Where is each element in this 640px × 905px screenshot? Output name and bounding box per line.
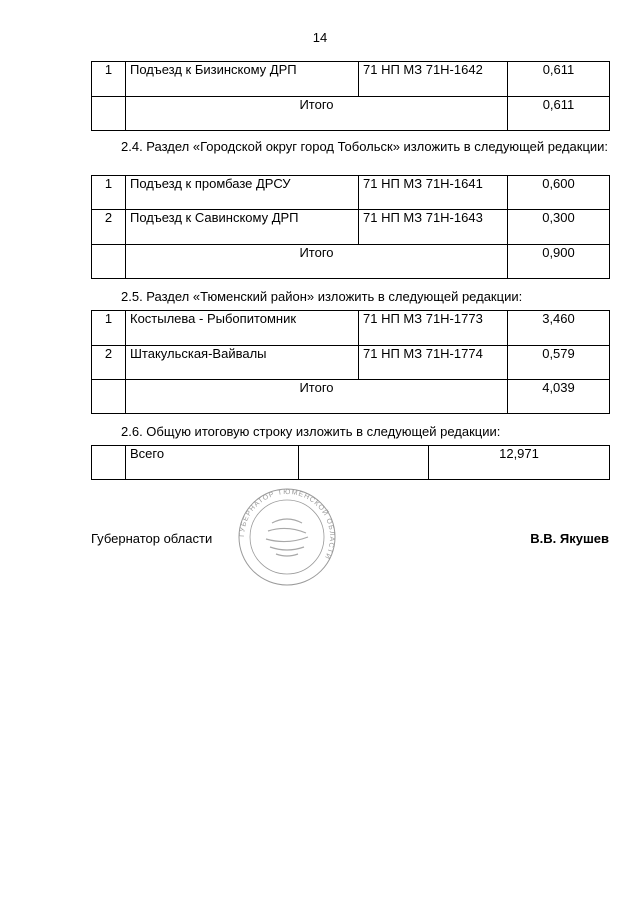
- row-number: 1: [92, 62, 126, 97]
- signatory-name: В.В. Якушев: [530, 531, 609, 546]
- total-value: 0,900: [508, 245, 610, 279]
- road-code: 71 НП МЗ 71Н-1643: [359, 210, 508, 245]
- row-number: 2: [92, 346, 126, 380]
- total-row: [92, 97, 610, 131]
- total-row: [92, 245, 610, 279]
- table-row: [92, 311, 610, 346]
- table-row: [92, 62, 610, 97]
- table-tyumensky: [91, 310, 610, 414]
- table-row: [92, 346, 610, 380]
- table-row: [92, 210, 610, 245]
- road-code: 71 НП МЗ 71Н-1773: [359, 311, 508, 346]
- road-code: 71 НП МЗ 71Н-1641: [359, 176, 508, 210]
- seal-text: ГУБЕРНАТОР ТЮМЕНСКОЙ ОБЛАСТИ: [238, 488, 336, 561]
- road-name: Подъезд к промбазе ДРСУ: [126, 176, 359, 210]
- road-length: 0,579: [508, 346, 610, 380]
- total-value: 0,611: [508, 97, 610, 131]
- grand-total-row: [92, 446, 610, 480]
- empty-cell: [299, 446, 429, 480]
- road-name: Подъезд к Бизинскому ДРП: [126, 62, 359, 97]
- road-length: 0,600: [508, 176, 610, 210]
- grand-total-label: Всего: [126, 446, 299, 480]
- table-row: [92, 176, 610, 210]
- total-label: Итого: [126, 97, 508, 131]
- official-seal-icon: [232, 487, 342, 587]
- road-code: 71 НП МЗ 71Н-1642: [359, 62, 508, 97]
- grand-total-value: 12,971: [429, 446, 610, 480]
- road-length: 3,460: [508, 311, 610, 346]
- paragraph-2-5: 2.5. Раздел «Тюменский район» изложить в следующей редакции:: [121, 289, 523, 304]
- row-number: 1: [92, 311, 126, 346]
- road-name: Штакульская-Вайвалы: [126, 346, 359, 380]
- table-tobolsk: [91, 175, 610, 279]
- table-bizinsky: [91, 61, 610, 131]
- paragraph-2-6: 2.6. Общую итоговую строку изложить в следующей редакции:: [121, 424, 501, 439]
- table-grand-total: [91, 445, 610, 480]
- total-row: [92, 380, 610, 414]
- road-length: 0,611: [508, 62, 610, 97]
- total-label: Итого: [126, 245, 508, 279]
- row-number: 1: [92, 176, 126, 210]
- paragraph-2-4: 2.4. Раздел «Городской округ город Тобольск» изложить в следующей редакции:: [121, 139, 609, 154]
- empty-cell: [92, 97, 126, 131]
- road-name: Подъезд к Савинскому ДРП: [126, 210, 359, 245]
- total-value: 4,039: [508, 380, 610, 414]
- empty-cell: [92, 380, 126, 414]
- page-number: 14: [312, 30, 328, 45]
- row-number: 2: [92, 210, 126, 245]
- empty-cell: [92, 245, 126, 279]
- total-label: Итого: [126, 380, 508, 414]
- road-name: Костылева - Рыбопитомник: [126, 311, 359, 346]
- road-code: 71 НП МЗ 71Н-1774: [359, 346, 508, 380]
- empty-cell: [92, 446, 126, 480]
- signatory-title: Губернатор области: [91, 531, 213, 546]
- road-length: 0,300: [508, 210, 610, 245]
